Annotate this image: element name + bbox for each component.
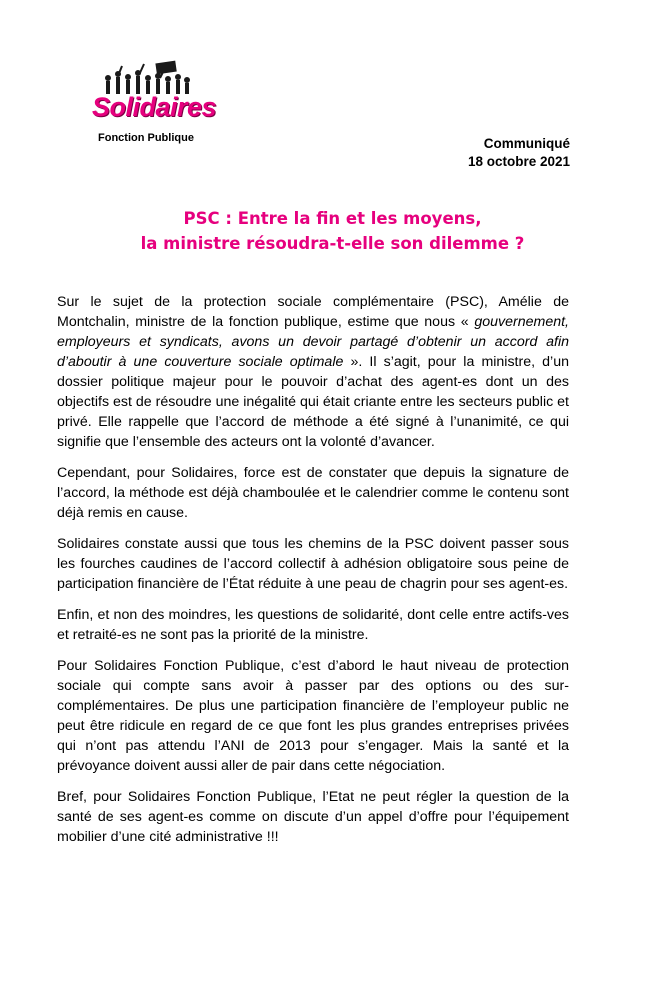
logo-subtitle: Fonction Publique bbox=[98, 132, 194, 144]
paragraph-6: Bref, pour Solidaires Fonction Publique, l’Etat ne peut régler la question de la santé de ses agent-es comme on discute d’un appel d’offre pour l’équipement mobilier d’une cité administrative !!! bbox=[57, 789, 569, 845]
document-type: Communiqué bbox=[483, 136, 570, 151]
paragraph-1 bbox=[57, 292, 569, 452]
paragraph-1-end: ». Il s’agit, pour la ministre, d’un dossier politique majeur pour le pouvoir d’achat des agent-es dont un des objectifs est de résoudre une inégalité qui était criante entre les secteurs public et privé. Elle rappelle que l’accord de méthode a été signé à l’unanimité, ce qui signifie que l’ensemble des acteurs ont la volonté d’avancer. bbox=[57, 354, 569, 450]
solidaires-logo bbox=[88, 58, 218, 148]
paragraph-1-quote: gouvernement, employeurs et syndicats, avons un devoir partagé d’obtenir un accord afin d’aboutir à une couverture sociale optimale bbox=[57, 314, 569, 370]
paragraph-4: Enfin, et non des moindres, les questions de solidarité, dont celle entre actifs-ves et retraité-es ne sont pas la priorité de la ministre. bbox=[57, 607, 569, 643]
title-line-2: la ministre résoudra-t-elle son dilemme ? bbox=[140, 234, 525, 253]
paragraph-3: Solidaires constate aussi que tous les chemins de la PSC doivent passer sous les fourches caudines de l’accord collectif à adhésion obligatoire sous peine de participation financière de l’État réduite à une peau de chagrin pour ses agent-es. bbox=[57, 536, 569, 592]
logo-title: Solidaires bbox=[92, 92, 217, 122]
paragraph-5: Pour Solidaires Fonction Publique, c’est d’abord le haut niveau de protection sociale qui compte sans avoir à passer par des options ou des sur-complémentaires. De plus une participation financière de l’employeur public ne peut être ridicule en regard de ce que font les plus grandes entreprises privées qui n’ont pas attendu l’ANI de 2013 pour s’engager. Mais la santé et la prévoyance doivent aussi aller de pair dans cette négociation. bbox=[57, 658, 569, 774]
paragraph-2: Cependant, pour Solidaires, force est de constater que depuis la signature de l’accord, la méthode est déjà chamboulée et le calendrier comme le contenu sont déjà remis en cause. bbox=[57, 465, 569, 521]
document-meta bbox=[468, 135, 570, 171]
article-body bbox=[57, 292, 569, 858]
document-date: 18 octobre 2021 bbox=[467, 154, 570, 169]
title-line-1: PSC : Entre la fin et les moyens, bbox=[183, 209, 482, 228]
paragraph-1-start: Sur le sujet de la protection sociale complémentaire (PSC), Amélie de Montchalin, ministre de la fonction publique, estime que nous « bbox=[57, 294, 569, 330]
page-title bbox=[0, 206, 665, 256]
